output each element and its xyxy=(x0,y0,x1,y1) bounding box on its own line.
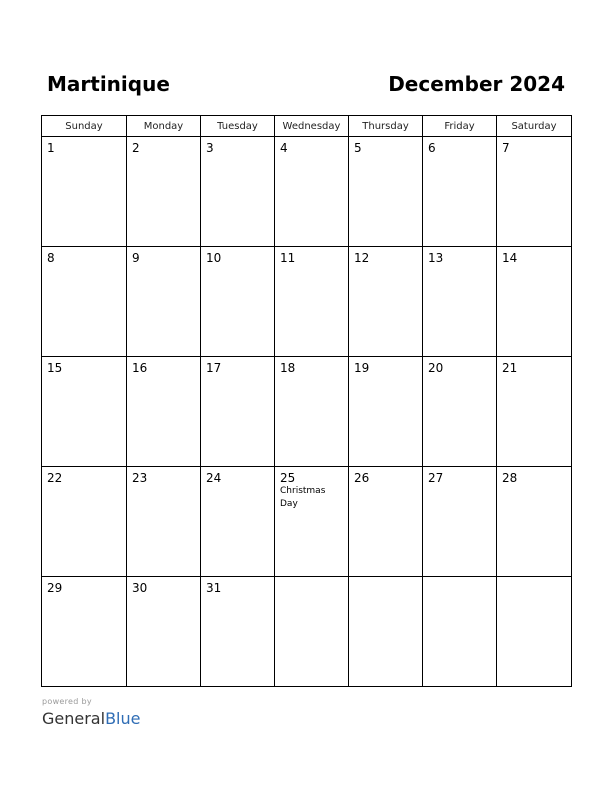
day-number: 1 xyxy=(47,141,55,155)
day-cell xyxy=(497,137,572,247)
weekday-header: Saturday xyxy=(497,116,572,137)
day-number: 2 xyxy=(132,141,140,155)
day-number: 4 xyxy=(280,141,288,155)
day-cell xyxy=(423,137,497,247)
day-number: 18 xyxy=(280,361,296,375)
day-number: 21 xyxy=(502,361,518,375)
day-cell-empty xyxy=(349,577,423,687)
day-cell xyxy=(201,467,275,577)
day-number: 7 xyxy=(502,141,510,155)
day-cell xyxy=(423,357,497,467)
day-number: 12 xyxy=(354,251,370,265)
day-cell xyxy=(42,247,127,357)
day-number: 31 xyxy=(206,581,222,595)
powered-by-text: powered by xyxy=(42,697,92,706)
day-cell xyxy=(275,247,349,357)
day-number: 29 xyxy=(47,581,63,595)
week-row xyxy=(42,247,572,357)
day-number: 27 xyxy=(428,471,444,485)
generalblue-logo[interactable] xyxy=(42,709,140,729)
day-number: 16 xyxy=(132,361,148,375)
day-cell xyxy=(201,137,275,247)
day-number: 30 xyxy=(132,581,148,595)
day-number: 22 xyxy=(47,471,63,485)
day-cell xyxy=(42,357,127,467)
day-number: 6 xyxy=(428,141,436,155)
country-title: Martinique xyxy=(47,72,170,96)
day-cell xyxy=(127,467,201,577)
day-cell xyxy=(275,137,349,247)
day-number: 14 xyxy=(502,251,518,265)
day-number: 26 xyxy=(354,471,370,485)
day-cell xyxy=(423,467,497,577)
holiday-label: Christmas Day xyxy=(280,486,326,509)
weekday-header: Tuesday xyxy=(201,116,275,137)
week-row xyxy=(42,137,572,247)
footer-branding xyxy=(42,697,140,729)
day-number: 13 xyxy=(428,251,444,265)
day-number: 8 xyxy=(47,251,55,265)
day-number: 25 xyxy=(280,471,296,485)
weekday-header-row xyxy=(42,116,572,137)
day-cell xyxy=(127,247,201,357)
day-cell xyxy=(127,577,201,687)
week-row xyxy=(42,357,572,467)
day-cell xyxy=(42,467,127,577)
day-cell xyxy=(275,357,349,467)
day-cell xyxy=(127,357,201,467)
weekday-header: Monday xyxy=(127,116,201,137)
day-number: 17 xyxy=(206,361,222,375)
month-year-title: December 2024 xyxy=(388,72,565,96)
day-number: 24 xyxy=(206,471,222,485)
day-cell-empty xyxy=(497,577,572,687)
day-number: 10 xyxy=(206,251,222,265)
calendar-grid xyxy=(41,115,572,687)
day-number: 20 xyxy=(428,361,444,375)
day-cell xyxy=(349,137,423,247)
logo-general-text: General xyxy=(42,709,106,728)
day-cell-holiday xyxy=(275,467,349,577)
day-number: 23 xyxy=(132,471,148,485)
day-number: 9 xyxy=(132,251,140,265)
weekday-header: Sunday xyxy=(42,116,127,137)
day-cell xyxy=(497,247,572,357)
weekday-header: Wednesday xyxy=(275,116,349,137)
day-cell xyxy=(497,467,572,577)
day-cell xyxy=(42,137,127,247)
day-cell xyxy=(349,247,423,357)
day-number: 28 xyxy=(502,471,518,485)
day-number: 3 xyxy=(206,141,214,155)
week-row xyxy=(42,467,572,577)
day-cell xyxy=(497,357,572,467)
week-row xyxy=(42,577,572,687)
day-cell xyxy=(201,247,275,357)
day-number: 19 xyxy=(354,361,370,375)
weekday-header: Thursday xyxy=(349,116,423,137)
day-number: 5 xyxy=(354,141,362,155)
day-cell xyxy=(423,247,497,357)
day-cell-empty xyxy=(275,577,349,687)
day-cell xyxy=(201,357,275,467)
day-number: 11 xyxy=(280,251,296,265)
day-cell xyxy=(201,577,275,687)
day-number: 15 xyxy=(47,361,63,375)
logo-blue-text: Blue xyxy=(105,709,141,728)
day-cell xyxy=(127,137,201,247)
weekday-header: Friday xyxy=(423,116,497,137)
day-cell xyxy=(349,357,423,467)
day-cell-empty xyxy=(423,577,497,687)
day-cell xyxy=(349,467,423,577)
day-cell xyxy=(42,577,127,687)
